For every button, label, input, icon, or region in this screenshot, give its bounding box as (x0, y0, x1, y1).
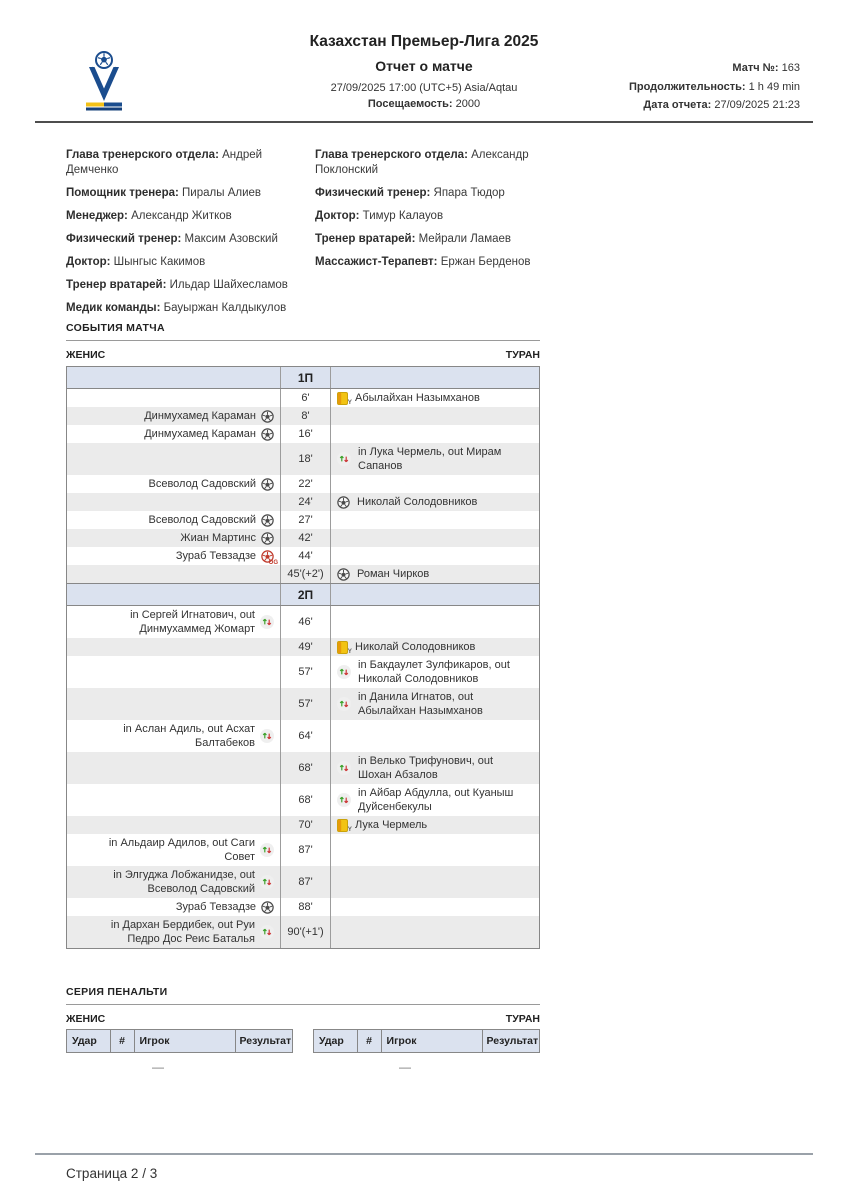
event-text: Лука Чермель (355, 819, 428, 831)
event-row (67, 784, 539, 816)
soccer-ball-icon (261, 478, 274, 491)
away-event-cell (331, 752, 539, 784)
staff-entry: Доктор: Шынгыс Какимов (66, 256, 206, 268)
substitution-arrows-icon (337, 793, 351, 807)
staff-entry: Физический тренер: Максим Азовский (66, 233, 278, 245)
staff-entry: Помощник тренера: Пиралы Алиев (66, 187, 262, 199)
event-time: 24' (281, 493, 331, 511)
substitution-arrows-icon (337, 452, 351, 466)
penalty-table-home (66, 1029, 293, 1053)
substitution-arrows-icon (260, 925, 274, 939)
event-text: Динмухамед Караман (144, 410, 256, 422)
event-row (67, 638, 539, 656)
event-time: 87' (281, 866, 331, 898)
home-event-cell (67, 407, 281, 425)
half-header-away-cell (331, 367, 539, 388)
event-time: 18' (281, 443, 331, 475)
event-row (67, 547, 539, 565)
event-row (67, 688, 539, 720)
substitution-arrows-icon (337, 697, 351, 711)
yellow-card-icon: Y (337, 819, 348, 832)
match-events-section (66, 322, 540, 949)
event-text: in Айбар Абдулла, out Куаныш Дуйсенбекулы (358, 787, 514, 813)
home-event-cell (67, 784, 281, 816)
event-time: 16' (281, 425, 331, 443)
away-event-cell (331, 425, 539, 443)
event-text: Всеволод Садовский (148, 478, 256, 490)
event-row (67, 816, 539, 834)
event-time: 87' (281, 834, 331, 866)
yellow-card-icon: Y (337, 641, 348, 654)
penalty-teams-row (66, 1013, 540, 1025)
penalty-table-away (313, 1029, 540, 1053)
away-event-cell (331, 511, 539, 529)
home-event-cell (67, 656, 281, 688)
home-event-cell (67, 720, 281, 752)
away-team-name: ТУРАН (505, 349, 540, 361)
event-row (67, 752, 539, 784)
event-text: in Альдаир Адилов, out Саги Совет (108, 837, 255, 863)
staff-home (66, 148, 315, 324)
away-event-cell (331, 834, 539, 866)
penalty-column-header: Удар (67, 1030, 111, 1052)
away-event-cell (331, 688, 539, 720)
home-event-cell (67, 547, 281, 565)
home-event-cell (67, 443, 281, 475)
home-event-cell (67, 834, 281, 866)
home-team-name: ЖЕНИС (66, 349, 106, 361)
staff-entry: Тренер вратарей: Мейрали Ламаев (315, 233, 511, 245)
home-event-cell (67, 475, 281, 493)
home-event-cell (67, 752, 281, 784)
report-title: Отчет о матче (375, 58, 473, 74)
event-text: Зураб Тевзадзе (175, 550, 256, 562)
substitution-arrows-icon (260, 843, 274, 857)
report-header-meta (629, 59, 800, 115)
away-event-cell (331, 784, 539, 816)
penalty-home-team-name: ЖЕНИС (66, 1013, 106, 1025)
event-time: 6' (281, 389, 331, 407)
yellow-card-icon: Y (337, 392, 348, 405)
event-row (67, 425, 539, 443)
attendance: Посещаемость: 2000 (367, 98, 481, 110)
penalty-column-header: Результат (486, 1035, 539, 1047)
event-time: 90'(+1') (281, 916, 331, 948)
soccer-ball-icon (261, 410, 274, 423)
event-text: Абылайхан Назымханов (355, 392, 480, 404)
event-text: Динмухамед Караман (144, 428, 256, 440)
away-event-cell (331, 493, 539, 511)
event-text: Жиан Мартинс (180, 532, 256, 544)
event-row (67, 511, 539, 529)
event-text: Николай Солодовников (357, 496, 478, 508)
away-event-cell (331, 529, 539, 547)
substitution-arrows-icon (337, 665, 351, 679)
penalty-column-header: Игрок (382, 1030, 483, 1052)
away-event-cell (331, 638, 539, 656)
event-time: 45'(+2') (281, 565, 331, 583)
away-event-cell (331, 565, 539, 583)
event-row (67, 916, 539, 948)
home-event-cell (67, 389, 281, 407)
event-row (67, 656, 539, 688)
penalty-column-header: Игрок (135, 1030, 236, 1052)
soccer-ball-icon (337, 496, 350, 509)
event-text: in Аслан Адиль, out Асхат Балтабеков (123, 723, 255, 749)
event-time: 64' (281, 720, 331, 752)
event-row (67, 407, 539, 425)
event-text: in Элгуджа Лобжанидзе, out Всеволод Садовский (113, 869, 255, 895)
away-event-cell (331, 606, 539, 638)
event-row (67, 565, 539, 583)
away-event-cell (331, 898, 539, 916)
away-event-cell (331, 816, 539, 834)
event-text: in Дархан Бердибек, out Руи Педро Дос Реис Баталья (110, 919, 255, 945)
penalty-block-home (66, 1029, 293, 1074)
staff-entry: Тренер вратарей: Ильдар Шайхесламов (66, 279, 288, 291)
event-row (67, 866, 539, 898)
half-header-home-cell (67, 584, 281, 605)
footer-divider (35, 1153, 813, 1155)
penalty-column-header: # (111, 1030, 135, 1052)
away-event-cell (331, 866, 539, 898)
event-time: 70' (281, 816, 331, 834)
half-header-home-cell (67, 367, 281, 388)
away-event-cell (331, 475, 539, 493)
half-label: 2П (281, 584, 331, 605)
home-event-cell (67, 511, 281, 529)
match-number: Матч №: 163 (732, 62, 800, 74)
half-header-row (67, 367, 539, 389)
soccer-ball-icon (261, 532, 274, 545)
event-text: Зураб Тевзадзе (175, 901, 256, 913)
home-event-cell (67, 916, 281, 948)
away-event-cell (331, 656, 539, 688)
event-row (67, 529, 539, 547)
event-time: 57' (281, 656, 331, 688)
event-text: Всеволод Садовский (148, 514, 256, 526)
event-time: 42' (281, 529, 331, 547)
penalty-section (66, 986, 540, 1074)
half-header-row (67, 583, 539, 606)
event-text: Роман Чирков (357, 568, 430, 580)
away-event-cell (331, 916, 539, 948)
own-goal-ball-icon: OG (261, 550, 274, 563)
page-number: Страница 2 / 3 (66, 1166, 158, 1181)
away-event-cell (331, 547, 539, 565)
home-event-cell (67, 529, 281, 547)
event-text: Николай Солодовников (355, 641, 476, 653)
event-time: 46' (281, 606, 331, 638)
event-text: in Бакдаулет Зулфикаров, out Николай Солодовников (358, 659, 510, 685)
staff-away (315, 148, 581, 324)
event-row (67, 443, 539, 475)
event-text: in Сергей Игнатович, out Динмухаммед Жомарт (130, 609, 255, 635)
event-time: 57' (281, 688, 331, 720)
header-divider (35, 121, 813, 123)
home-event-cell (67, 493, 281, 511)
half-label: 1П (281, 367, 331, 388)
away-event-cell (331, 443, 539, 475)
penalty-empty-home: — (152, 1060, 164, 1074)
event-text: in Велько Трифунович, out Шохан Абзалов (358, 755, 494, 781)
staff-entry: Глава тренерского отдела: Андрей Демченко (66, 149, 263, 176)
match-datetime: 27/09/2025 17:00 (UTC+5) Asia/Aqtau (330, 82, 518, 94)
event-row (67, 493, 539, 511)
substitution-arrows-icon (260, 729, 274, 743)
home-event-cell (67, 866, 281, 898)
soccer-ball-icon (261, 514, 274, 527)
penalty-column-header: Удар (314, 1030, 358, 1052)
staff-entry: Массажист-Терапевт: Ержан Берденов (315, 256, 531, 268)
event-row (67, 720, 539, 752)
soccer-ball-icon (261, 901, 274, 914)
event-time: 49' (281, 638, 331, 656)
event-time: 68' (281, 752, 331, 784)
penalty-section-title: СЕРИЯ ПЕНАЛЬТИ (66, 986, 540, 1005)
staff-section (66, 148, 581, 324)
events-teams-row (66, 349, 540, 361)
match-duration: Продолжительность: 1 h 49 min (628, 80, 800, 93)
events-section-title: СОБЫТИЯ МАТЧА (66, 322, 540, 341)
event-time: 44' (281, 547, 331, 565)
event-row (67, 606, 539, 638)
event-row (67, 475, 539, 493)
event-time: 88' (281, 898, 331, 916)
substitution-arrows-icon (260, 615, 274, 629)
away-event-cell (331, 407, 539, 425)
home-event-cell (67, 638, 281, 656)
half-header-away-cell (331, 584, 539, 605)
report-date: Дата отчета: 27/09/2025 21:23 (643, 99, 800, 111)
event-time: 8' (281, 407, 331, 425)
home-event-cell (67, 816, 281, 834)
event-text: in Лука Чермель, out Мирам Сапанов (358, 446, 502, 472)
penalty-block-away (313, 1029, 540, 1074)
home-event-cell (67, 898, 281, 916)
staff-entry: Доктор: Тимур Калауов (315, 210, 444, 222)
event-text: in Данила Игнатов, out Абылайхан Назымханов (358, 691, 483, 717)
event-row (67, 389, 539, 407)
penalty-empty-away: — (399, 1060, 411, 1074)
staff-entry: Менеджер: Александр Житков (66, 210, 232, 222)
penalty-column-header: # (358, 1030, 382, 1052)
soccer-ball-icon (337, 568, 350, 581)
events-table (66, 366, 540, 949)
home-event-cell (67, 688, 281, 720)
staff-entry: Физический тренер: Япара Тюдор (315, 187, 505, 199)
penalty-tables (66, 1029, 540, 1074)
event-time: 22' (281, 475, 331, 493)
event-row (67, 834, 539, 866)
soccer-ball-icon (261, 428, 274, 441)
penalty-column-header: Результат (239, 1035, 292, 1047)
event-time: 27' (281, 511, 331, 529)
league-title: Казахстан Премьер-Лига 2025 (309, 33, 539, 50)
substitution-arrows-icon (337, 761, 351, 775)
event-time: 68' (281, 784, 331, 816)
home-event-cell (67, 425, 281, 443)
away-event-cell (331, 389, 539, 407)
substitution-arrows-icon (260, 875, 274, 889)
home-event-cell (67, 606, 281, 638)
penalty-away-team-name: ТУРАН (505, 1013, 540, 1025)
event-row (67, 898, 539, 916)
staff-entry: Глава тренерского отдела: Александр Поклонский (315, 149, 529, 176)
home-event-cell (67, 565, 281, 583)
staff-entry: Медик команды: Бауыржан Калдыкулов (66, 302, 287, 314)
away-event-cell (331, 720, 539, 752)
